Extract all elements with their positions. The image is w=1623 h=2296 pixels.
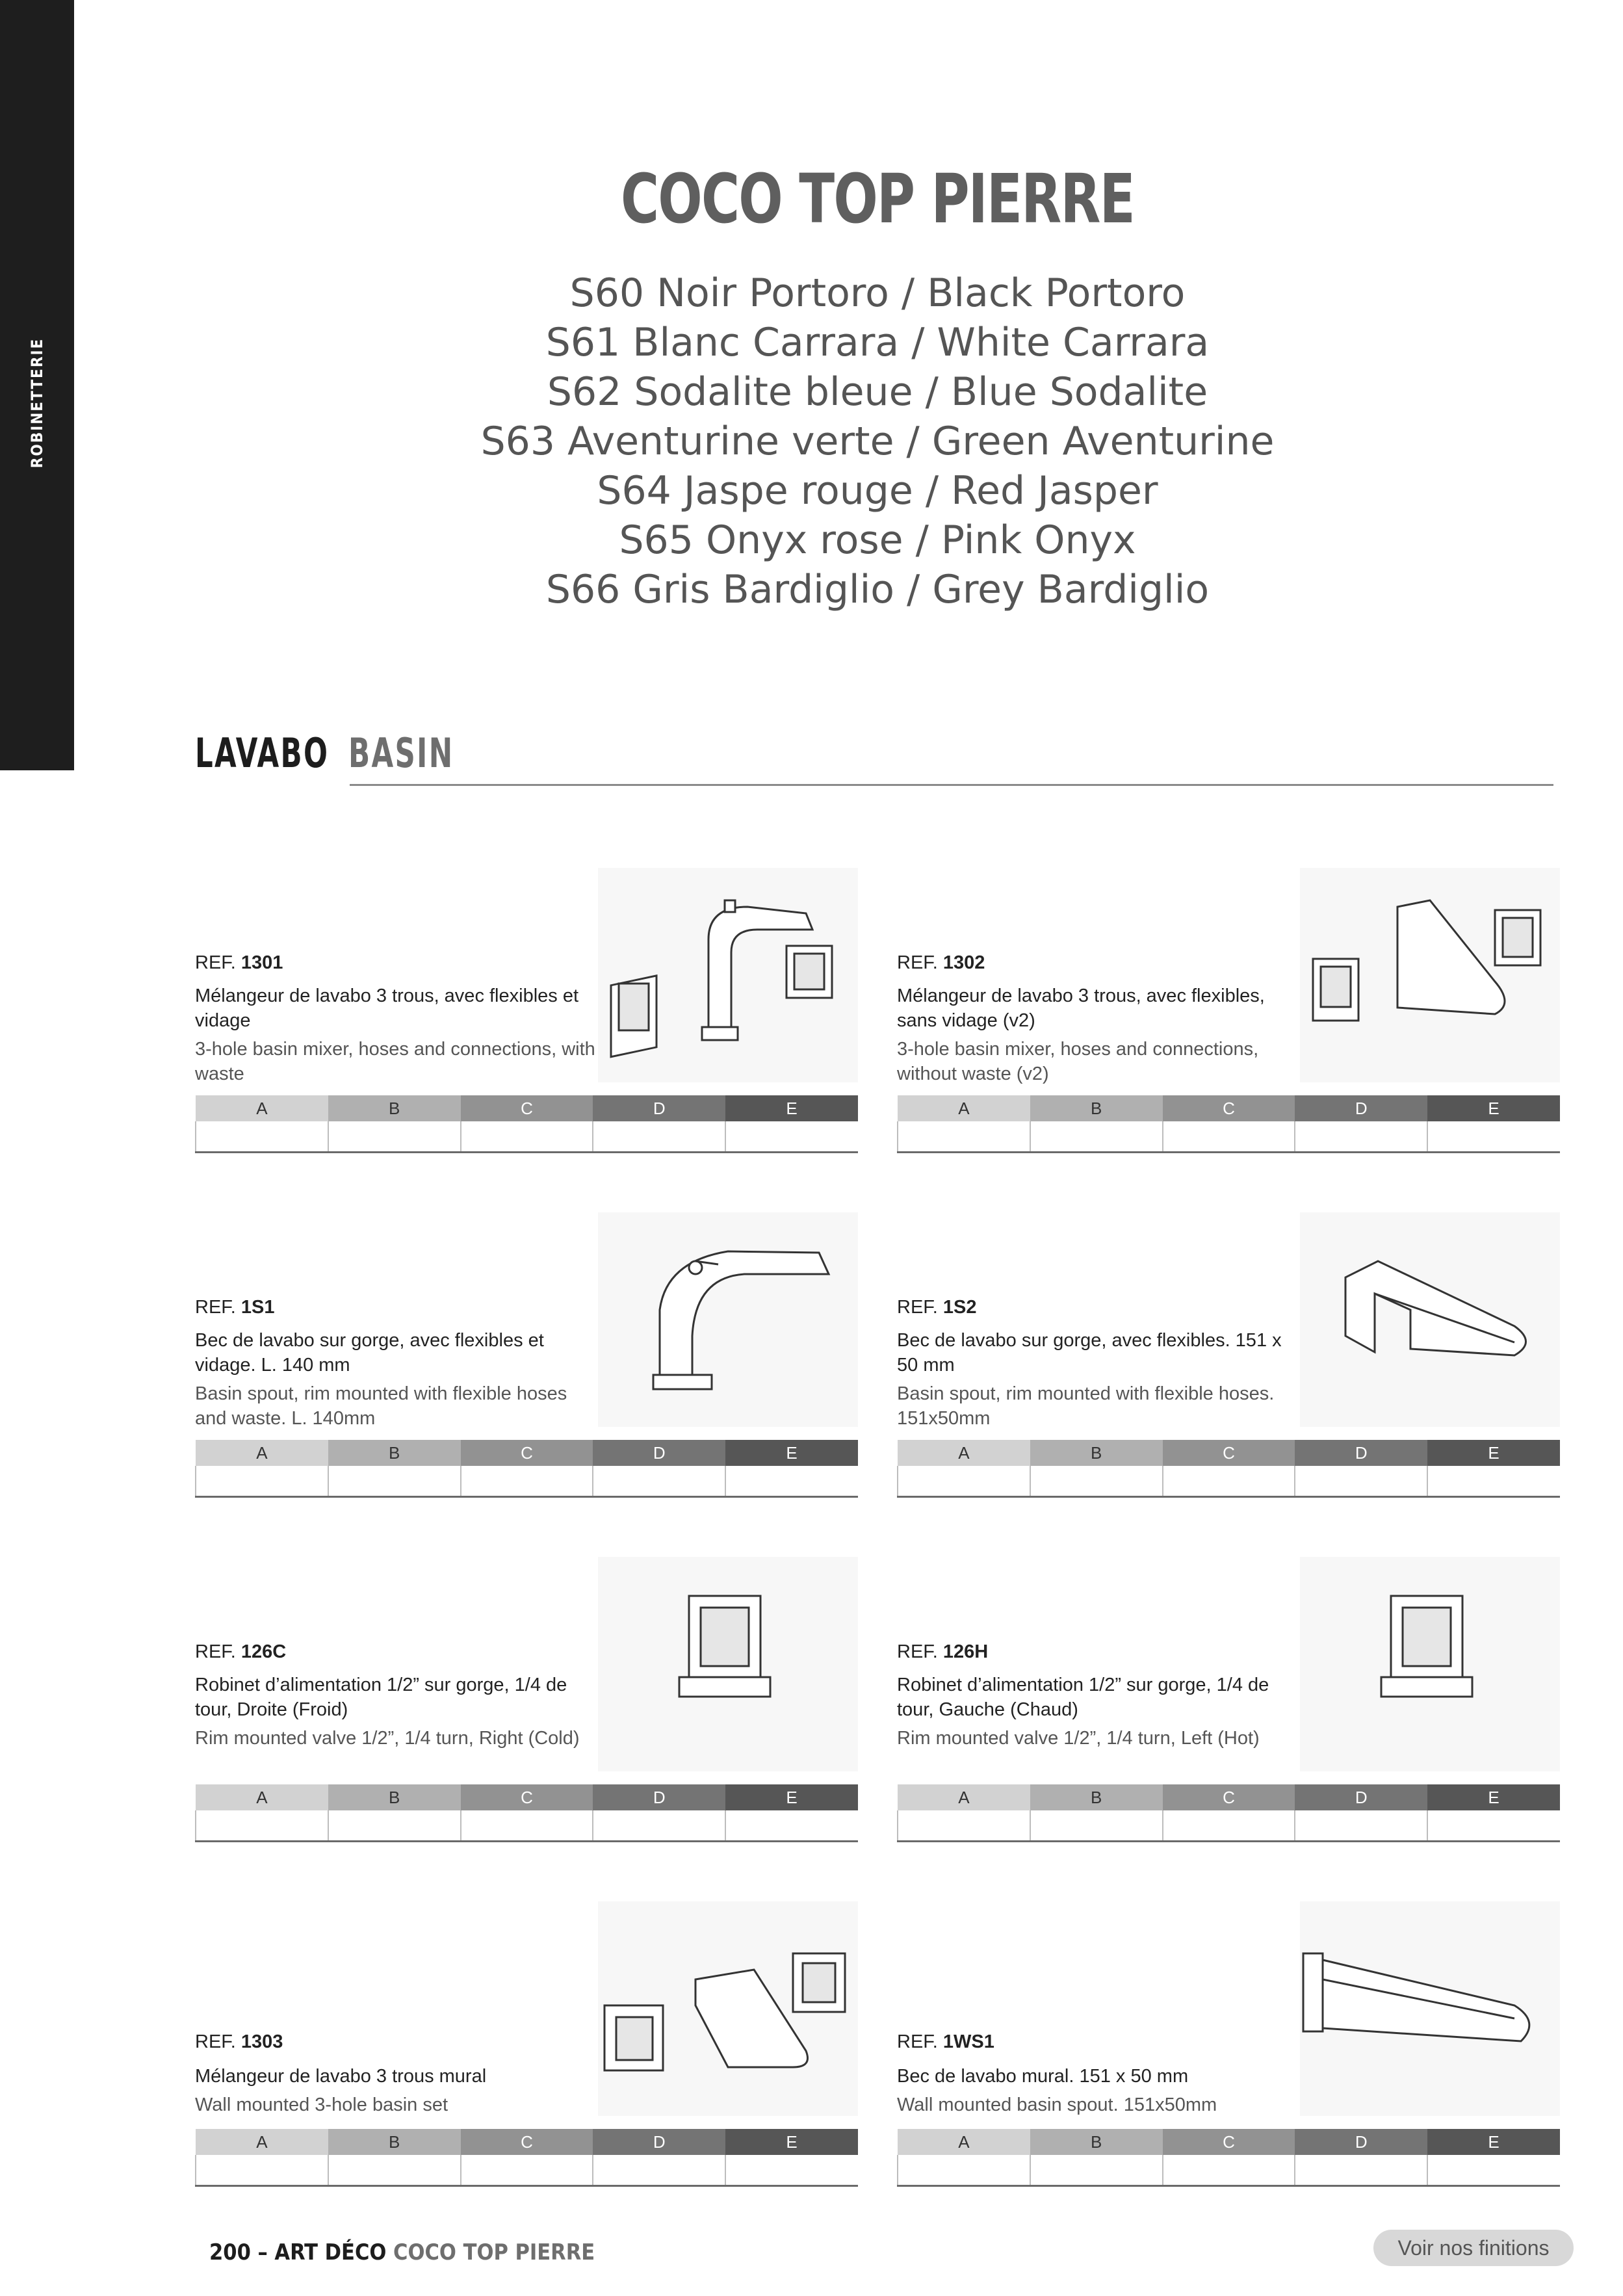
grade-table	[195, 2129, 858, 2187]
grade-header-e: E	[1427, 1095, 1560, 1121]
wall-spout-icon	[1300, 1901, 1560, 2116]
grade-cell	[461, 2155, 593, 2186]
finish-item: S62 Sodalite bleue / Blue Sodalite	[547, 369, 1208, 415]
grade-header-d: D	[1295, 1095, 1427, 1121]
grade-header-d: D	[1295, 1440, 1427, 1466]
page-footer	[209, 2239, 595, 2265]
footer-product-name: COCO TOP PIERRE	[393, 2239, 595, 2265]
grade-header-c: C	[1163, 1784, 1295, 1810]
grade-cell	[328, 1466, 461, 1497]
grade-cell	[1427, 1810, 1560, 1842]
product-ref: REF. 126C	[195, 1641, 287, 1662]
grade-table	[897, 1095, 1560, 1153]
finish-item: S63 Aventurine verte / Green Aventurine	[480, 419, 1275, 464]
grade-cell	[593, 2155, 725, 2186]
product-description-en: Basin spout, rim mounted with flexible hoses. 151x50mm	[897, 1383, 1275, 1429]
grade-cell	[725, 1810, 858, 1842]
grade-cell	[1163, 1810, 1295, 1842]
finish-item: S64 Jaspe rouge / Red Jasper	[597, 468, 1158, 514]
product-ref: REF. 1301	[195, 952, 283, 973]
grade-cell	[1163, 2155, 1295, 2186]
product-card	[195, 1901, 858, 2194]
grade-cell	[461, 1121, 593, 1153]
side-tab-label: ROBINETTERIE	[28, 337, 46, 469]
arched-spout-icon	[598, 1212, 858, 1427]
grade-cell	[196, 1466, 328, 1497]
grade-header-b: B	[1030, 1095, 1163, 1121]
finish-list	[390, 268, 1365, 614]
grade-cell	[593, 1466, 725, 1497]
product-description-en: Wall mounted basin spout. 151x50mm	[897, 2094, 1217, 2115]
grade-cell	[1295, 2155, 1427, 2186]
three-hole-mixer-flat-spout-icon	[1300, 868, 1560, 1082]
product-card	[195, 1557, 858, 1849]
product-description-fr: Robinet d’alimentation 1/2” sur gorge, 1/4 de tour, Gauche (Chaud)	[897, 1675, 1269, 1720]
grade-header-b: B	[1030, 1440, 1163, 1466]
product-description-en: Basin spout, rim mounted with flexible hoses and waste. L. 140mm	[195, 1383, 567, 1429]
product-description-fr: Mélangeur de lavabo 3 trous mural	[195, 2066, 487, 2087]
grade-table	[195, 1784, 858, 1842]
grade-cell	[725, 1121, 858, 1153]
valve-icon	[598, 1557, 858, 1771]
grade-header-d: D	[593, 1095, 725, 1121]
grade-cell	[1295, 1121, 1427, 1153]
grade-header-b: B	[328, 1440, 461, 1466]
finish-item: S61 Blanc Carrara / White Carrara	[545, 320, 1210, 365]
product-ref: REF. 1S2	[897, 1297, 977, 1318]
three-hole-mixer-icon	[598, 868, 858, 1082]
product-card	[195, 1212, 858, 1505]
product-ref: REF. 126H	[897, 1641, 989, 1662]
wall-mixer-icon	[598, 1901, 858, 2116]
product-description-fr: Bec de lavabo sur gorge, avec flexibles. 151 x 50 mm	[897, 1330, 1282, 1376]
grade-header-e: E	[1427, 2129, 1560, 2155]
grade-table	[897, 1784, 1560, 1842]
product-ref: REF. 1S1	[195, 1297, 275, 1318]
grade-header-b: B	[1030, 2129, 1163, 2155]
product-description-en: 3-hole basin mixer, hoses and connections, without waste (v2)	[897, 1039, 1259, 1084]
grade-cell	[328, 1121, 461, 1153]
grade-cell	[196, 1121, 328, 1153]
grade-header-c: C	[461, 1784, 593, 1810]
grade-cell	[1163, 1466, 1295, 1497]
grade-header-c: C	[461, 1095, 593, 1121]
grade-header-d: D	[593, 1440, 725, 1466]
grade-header-a: A	[898, 1784, 1030, 1810]
product-description-fr: Bec de lavabo sur gorge, avec flexibles et vidage. L. 140 mm	[195, 1330, 544, 1376]
product-description-en: 3-hole basin mixer, hoses and connections, with waste	[195, 1039, 595, 1084]
grade-header-d: D	[593, 2129, 725, 2155]
grade-cell	[593, 1121, 725, 1153]
product-card	[897, 868, 1560, 1160]
product-card	[195, 868, 858, 1160]
grade-header-a: A	[898, 2129, 1030, 2155]
grade-header-e: E	[725, 1095, 858, 1121]
grade-header-c: C	[1163, 1095, 1295, 1121]
product-description-en: Wall mounted 3-hole basin set	[195, 2094, 448, 2115]
grade-header-e: E	[725, 2129, 858, 2155]
product-description-fr: Bec de lavabo mural. 151 x 50 mm	[897, 2066, 1189, 2087]
product-ref: REF. 1303	[195, 2031, 283, 2052]
grade-cell	[593, 1810, 725, 1842]
see-finishes-button[interactable]: Voir nos finitions	[1373, 2230, 1574, 2266]
page-title: COCO TOP PIERRE	[620, 159, 1135, 239]
section-header	[195, 727, 1553, 785]
product-ref: REF. 1WS1	[897, 2031, 994, 2052]
grade-header-e: E	[725, 1440, 858, 1466]
grade-cell	[328, 1810, 461, 1842]
grade-header-a: A	[898, 1095, 1030, 1121]
grade-cell	[1295, 1810, 1427, 1842]
section-title-en: BASIN	[348, 729, 454, 777]
grade-header-d: D	[1295, 2129, 1427, 2155]
grade-header-c: C	[1163, 1440, 1295, 1466]
grade-cell	[898, 1121, 1030, 1153]
product-card	[897, 1901, 1560, 2194]
product-description-fr: Mélangeur de lavabo 3 trous, avec flexibles, sans vidage (v2)	[897, 985, 1265, 1031]
finish-item: S66 Gris Bardiglio / Grey Bardiglio	[545, 567, 1210, 612]
grade-table	[195, 1095, 858, 1153]
grade-header-e: E	[725, 1784, 858, 1810]
grade-cell	[898, 2155, 1030, 2186]
grade-header-c: C	[1163, 2129, 1295, 2155]
grade-cell	[898, 1810, 1030, 1842]
grade-cell	[461, 1810, 593, 1842]
grade-header-a: A	[898, 1440, 1030, 1466]
product-ref: REF. 1302	[897, 952, 985, 973]
grade-header-c: C	[461, 1440, 593, 1466]
grade-header-e: E	[1427, 1784, 1560, 1810]
product-description-fr: Robinet d’alimentation 1/2” sur gorge, 1/4 de tour, Droite (Froid)	[195, 1675, 567, 1720]
grade-header-a: A	[196, 1095, 328, 1121]
grade-cell	[328, 2155, 461, 2186]
grade-cell	[898, 1466, 1030, 1497]
grade-cell	[1030, 1810, 1163, 1842]
grade-cell	[1427, 1466, 1560, 1497]
grade-cell	[196, 1810, 328, 1842]
grade-header-e: E	[1427, 1440, 1560, 1466]
product-card	[897, 1212, 1560, 1505]
grade-cell	[1030, 1466, 1163, 1497]
valve-icon	[1300, 1557, 1560, 1771]
product-card	[897, 1557, 1560, 1849]
grade-header-a: A	[196, 1440, 328, 1466]
grade-cell	[1163, 1121, 1295, 1153]
grade-table	[897, 2129, 1560, 2187]
grade-header-b: B	[328, 2129, 461, 2155]
grade-table	[195, 1440, 858, 1498]
grade-cell	[725, 1466, 858, 1497]
grade-header-b: B	[328, 1095, 461, 1121]
finish-item: S60 Noir Portoro / Black Portoro	[569, 270, 1186, 316]
grade-cell	[461, 1466, 593, 1497]
finish-item: S65 Onyx rose / Pink Onyx	[619, 517, 1136, 563]
flat-spout-icon	[1300, 1212, 1560, 1427]
grade-cell	[1427, 2155, 1560, 2186]
page-number: 200 – ART DÉCO	[209, 2239, 387, 2265]
grade-header-d: D	[593, 1784, 725, 1810]
grade-header-a: A	[196, 2129, 328, 2155]
section-title-fr: LAVABO	[195, 729, 330, 777]
grade-cell	[1030, 1121, 1163, 1153]
grade-header-d: D	[1295, 1784, 1427, 1810]
grade-cell	[725, 2155, 858, 2186]
grade-cell	[1295, 1466, 1427, 1497]
section-divider	[350, 784, 1553, 786]
grade-header-a: A	[196, 1784, 328, 1810]
grade-table	[897, 1440, 1560, 1498]
grade-header-b: B	[1030, 1784, 1163, 1810]
grade-header-b: B	[328, 1784, 461, 1810]
grade-cell	[1030, 2155, 1163, 2186]
grade-cell	[1427, 1121, 1560, 1153]
grade-header-c: C	[461, 2129, 593, 2155]
product-description-en: Rim mounted valve 1/2”, 1/4 turn, Right (Cold)	[195, 1728, 580, 1749]
side-tab	[0, 0, 74, 770]
product-description-fr: Mélangeur de lavabo 3 trous, avec flexibles et vidage	[195, 985, 579, 1031]
product-description-en: Rim mounted valve 1/2”, 1/4 turn, Left (Hot)	[897, 1728, 1260, 1749]
grade-cell	[196, 2155, 328, 2186]
